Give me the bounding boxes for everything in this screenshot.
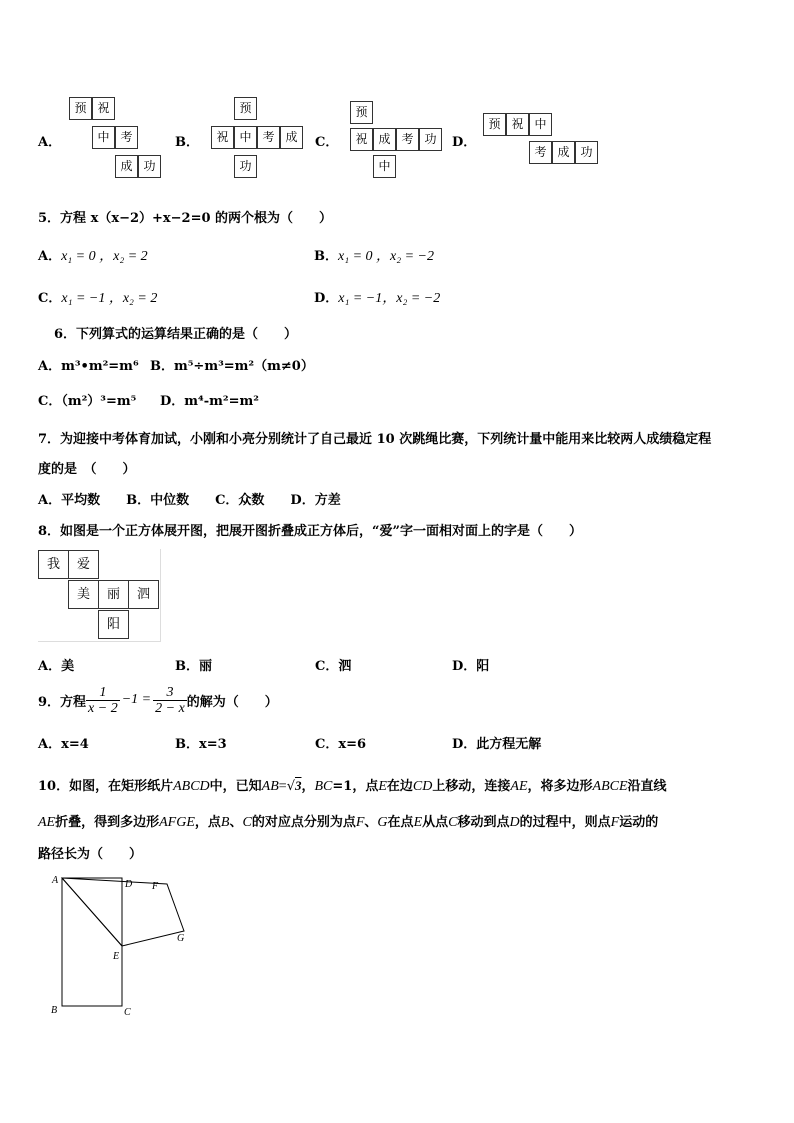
- math: F: [355, 815, 365, 830]
- math: AE: [38, 815, 56, 830]
- option-label: A．: [38, 249, 62, 264]
- net-cell: 预: [69, 97, 92, 120]
- q5-option-a: [38, 245, 148, 265]
- net-cell: 功: [419, 128, 442, 151]
- net-cell: 泗: [128, 580, 159, 609]
- math: ABCE: [592, 779, 628, 794]
- fraction-denominator: x − 2: [88, 700, 118, 716]
- q4-option-b-label: B．: [175, 135, 199, 150]
- net-cell: 预: [483, 113, 506, 136]
- math: C: [448, 815, 458, 830]
- q8-option-d: D．阳: [452, 659, 490, 674]
- option-label: B．: [314, 249, 338, 264]
- text: ，: [301, 779, 315, 794]
- point-label-b: B: [51, 1005, 58, 1016]
- text: 、: [364, 815, 378, 830]
- option-label: C．: [38, 291, 62, 306]
- math: AFGE: [159, 815, 195, 830]
- q10-line2: [38, 811, 658, 831]
- net-cell: 中: [92, 126, 115, 149]
- q8-option-c: C．泗: [315, 659, 352, 674]
- q4-option-c-label: C．: [315, 135, 339, 150]
- q5-option-d: [314, 287, 440, 307]
- q6-option-b: B．m⁵÷m³=m²（m≠0）: [150, 359, 314, 374]
- option-math: x₁ = 0 ，x₂ = −2: [338, 249, 435, 264]
- q4-option-d-label: D．: [452, 135, 477, 150]
- q7-stem-line1: 7．为迎接中考体育加试，小刚和小亮分别统计了自己最近 10 次跳绳比赛，下列统计量中能用来比较两人成绩稳定程: [38, 432, 712, 447]
- text: 沿直线: [627, 779, 667, 794]
- net-cell: 阳: [98, 610, 129, 639]
- q7-stem-line2: 度的是 （ ）: [38, 462, 136, 477]
- q9-option-d: D．此方程无解: [452, 737, 542, 752]
- q8-option-a: A．美: [38, 659, 75, 674]
- math: G: [377, 815, 388, 830]
- sqrt-symbol: √: [286, 779, 295, 794]
- net-cell: 成: [552, 141, 575, 164]
- option-math: x₁ = −1，x₂ = −2: [338, 291, 441, 306]
- q6-option-d: D．m⁴-m²=m²: [160, 394, 259, 409]
- text: 在边: [386, 779, 413, 794]
- q9-option-b: B．x=3: [175, 737, 227, 752]
- net-cell: 功: [138, 155, 161, 178]
- option-math: x₁ = 0 ，x₂ = 2: [61, 249, 148, 264]
- math: ABCD: [173, 779, 210, 794]
- net-cell: 考: [396, 128, 419, 151]
- q9-prefix: 9．方程: [38, 694, 87, 710]
- point-label-d: D: [125, 879, 133, 890]
- net-cell: 美: [68, 580, 99, 609]
- text: 在点: [387, 815, 414, 830]
- net-cell: 祝: [506, 113, 529, 136]
- point-label-g: G: [177, 933, 185, 944]
- point-label-e: E: [113, 951, 120, 962]
- net-cell: 功: [234, 155, 257, 178]
- net-cell: 中: [529, 113, 552, 136]
- text: 10．如图，在矩形纸片: [38, 779, 174, 794]
- math: CD: [412, 779, 433, 794]
- math: 3: [294, 778, 302, 793]
- text: 的对应点分别为点: [251, 815, 356, 830]
- fraction-2: [153, 685, 187, 716]
- q10-figure: [40, 870, 200, 1022]
- q9-stem: [38, 680, 278, 720]
- math: F: [610, 815, 620, 830]
- fraction-numerator: 3: [153, 685, 187, 701]
- net-cell: 祝: [211, 126, 234, 149]
- q6-option-c: C．（m²）³=m⁵: [38, 394, 137, 409]
- math: E: [378, 779, 387, 794]
- fraction-numerator: 1: [86, 685, 120, 701]
- text: 运动的: [619, 815, 659, 830]
- net-cell: 丽: [98, 580, 129, 609]
- net-cell: 中: [234, 126, 257, 149]
- net-cell: 预: [350, 101, 373, 124]
- text: 上移动，连接: [432, 779, 511, 794]
- math: BC: [314, 779, 333, 794]
- q6-option-a: A．m³•m²=m⁶: [38, 359, 139, 374]
- q9-suffix: 的解为（ ）: [186, 694, 278, 710]
- text: 中，已知: [209, 779, 262, 794]
- net-cell: 我: [38, 550, 69, 579]
- text: =1，点: [332, 779, 379, 794]
- math: AB: [261, 779, 279, 794]
- math: E: [413, 815, 423, 830]
- math: B: [220, 815, 230, 830]
- q10-line1: 10．如图，在矩形纸片ABCD中，已知AB=√3，BC=1，点E在边CD上移动，连接AE，将多边形ABCE沿直线: [38, 778, 667, 794]
- net-cell: 功: [575, 141, 598, 164]
- q9-middle: −1 =: [121, 692, 152, 707]
- q8-option-b: B．丽: [175, 659, 212, 674]
- math: C: [242, 815, 252, 830]
- net-cell: 成: [115, 155, 138, 178]
- net-cell: 考: [529, 141, 552, 164]
- q7-options: A．平均数 B．中位数 C．众数 D．方差: [38, 493, 341, 508]
- text: 的过程中，则点: [519, 815, 611, 830]
- fraction-denominator: 2 − x: [155, 700, 185, 716]
- point-label-a: A: [52, 875, 59, 886]
- rectangle-abcd: [62, 878, 122, 1006]
- q5-option-c: [38, 287, 157, 307]
- text: ，点: [194, 815, 221, 830]
- net-cell: 考: [115, 126, 138, 149]
- text: 、: [229, 815, 243, 830]
- net-cell: 考: [257, 126, 280, 149]
- point-label-c: C: [124, 1007, 131, 1018]
- option-math: x₁ = −1 ，x₂ = 2: [61, 291, 158, 306]
- text: 从点: [422, 815, 449, 830]
- text: ，将多边形: [527, 779, 593, 794]
- net-cell: 中: [373, 155, 396, 178]
- option-label: D．: [314, 291, 339, 306]
- net-cell: 成: [373, 128, 396, 151]
- net-cell: 祝: [350, 128, 373, 151]
- q8-stem: 8．如图是一个正方体展开图，把展开图折叠成正方体后，“爱”字一面相对面上的字是（ ）: [38, 524, 583, 539]
- q9-option-c: C．x=6: [315, 737, 367, 752]
- q4-option-a-label: A．: [38, 135, 62, 150]
- point-label-f: F: [152, 881, 159, 892]
- polygon-afge: [62, 878, 184, 946]
- net-cell: 爱: [68, 550, 99, 579]
- math: D: [509, 815, 520, 830]
- text: 移动到点: [457, 815, 510, 830]
- math: AE: [510, 779, 528, 794]
- q5-stem: 5．方程 x（x−2）+x−2=0 的两个根为（ ）: [38, 211, 333, 226]
- q9-option-a: A．x=4: [38, 737, 89, 752]
- q6-stem: 6．下列算式的运算结果正确的是（ ）: [54, 327, 298, 342]
- net-cell: 祝: [92, 97, 115, 120]
- net-cell: 成: [280, 126, 303, 149]
- q10-line3: 路径长为（ ）: [38, 847, 143, 862]
- net-cell: 预: [234, 97, 257, 120]
- q5-option-b: [314, 245, 434, 265]
- text: 折叠，得到多边形: [55, 815, 160, 830]
- fraction-1: [86, 685, 120, 716]
